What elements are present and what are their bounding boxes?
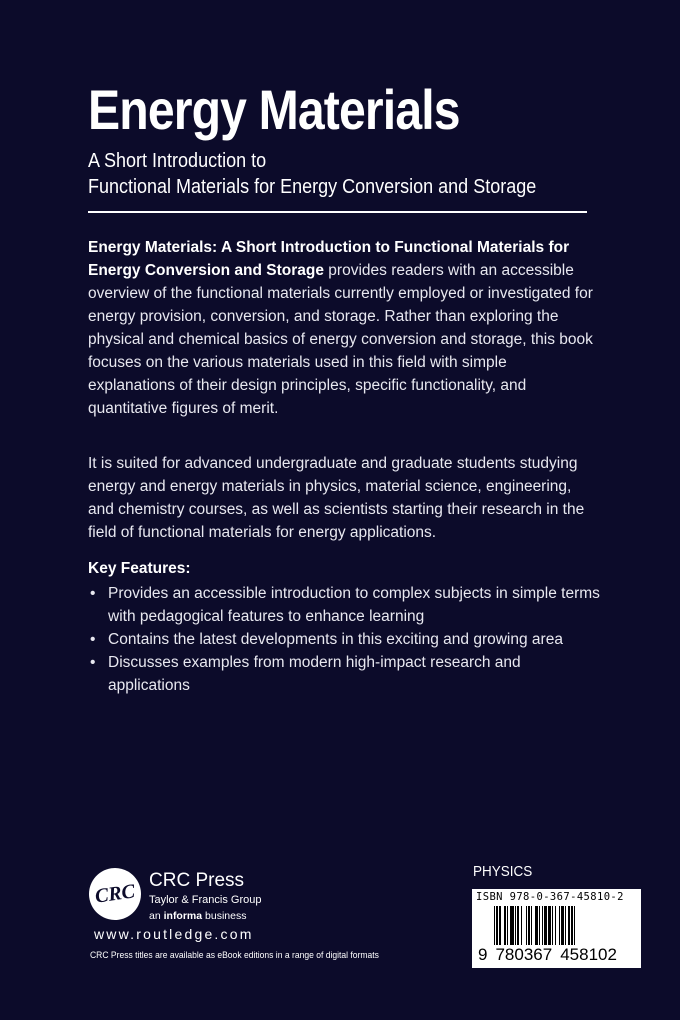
book-subtitle: [88, 148, 536, 200]
key-feature-item: • Contains the latest developments in this exciting and growing area: [88, 628, 600, 651]
ean-first-digit: 9: [478, 945, 488, 964]
publisher-website-link[interactable]: www.routledge.com: [94, 926, 254, 942]
isbn-label: ISBN 978-0-367-45810-2: [476, 891, 624, 903]
book-title: Energy Materials: [88, 78, 460, 141]
ebook-note: CRC Press titles are available as eBook editions in a range of digital formats: [90, 950, 379, 961]
informa-brand: informa: [163, 910, 203, 922]
description-text: provides readers with an accessible overview of the functional materials currently employed or investigated for energy provision, conversion, and storage. Rather than exploring the physical and chemical basics of energy conversion and storage, this book focuses on the various materials used in this field with simple explanations of their design principles, specific functionality, and quantitative figures of merit.: [88, 262, 593, 417]
publisher-informa-line: [149, 910, 246, 922]
subtitle-line-1: A Short Introduction to: [88, 150, 267, 172]
publisher-group: Taylor & Francis Group: [149, 894, 262, 906]
key-feature-item: • Discusses examples from modern high-impact research and applications: [88, 651, 600, 697]
title-divider: [88, 211, 587, 213]
key-features-list: [88, 582, 600, 697]
ean-group-2: 458102: [560, 945, 617, 964]
description-paragraph-2: It is suited for advanced undergraduate and graduate students studying energy and energy materials in physics, material science, engineering, and chemistry courses, as well as scientists starting their research in the field of functional materials for energy applications.: [88, 455, 585, 541]
subtitle-line-2: Functional Materials for Energy Conversion and Storage: [88, 176, 537, 198]
description-bold-lead: Energy Materials: A Short Introduction to Functional Materials for Energy Conversion and Storage: [88, 239, 570, 279]
subject-category: PHYSICS: [473, 863, 533, 880]
informa-prefix: an: [149, 910, 164, 922]
informa-suffix: business: [202, 910, 247, 922]
key-features-heading: Key Features:: [88, 560, 191, 577]
publisher-name: CRC Press: [149, 870, 245, 891]
isbn-barcode: [472, 889, 641, 968]
description-paragraph-1: [88, 236, 598, 420]
crc-logo-icon: CRC: [86, 865, 145, 924]
key-feature-item: • Provides an accessible introduction to complex subjects in simple terms with pedagogical features to enhance learning: [88, 582, 600, 628]
barcode-bars-icon: [494, 906, 636, 950]
ean-group-1: 780367: [495, 945, 553, 964]
ean-digits: [476, 945, 619, 965]
